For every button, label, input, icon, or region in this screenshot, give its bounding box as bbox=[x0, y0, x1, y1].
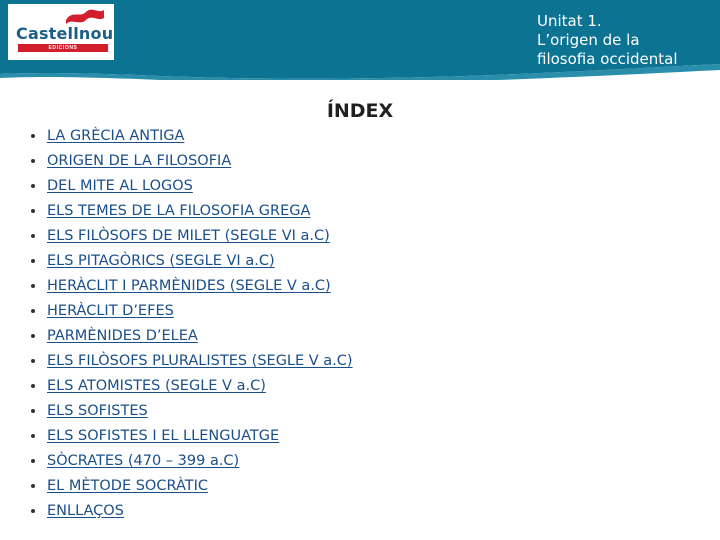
toc-item bbox=[28, 124, 353, 149]
bullet-icon bbox=[31, 409, 35, 413]
toc-link[interactable]: ELS FILÒSOFS PLURALISTES (SEGLE V a.C) bbox=[47, 353, 353, 369]
bullet-icon bbox=[31, 434, 35, 438]
bullet-icon bbox=[31, 509, 35, 513]
bullet-icon bbox=[31, 459, 35, 463]
header-band bbox=[0, 0, 720, 80]
toc-item bbox=[28, 274, 353, 299]
toc-item bbox=[28, 249, 353, 274]
toc-item bbox=[28, 399, 353, 424]
table-of-contents bbox=[28, 124, 353, 524]
bullet-icon bbox=[31, 159, 35, 163]
logo-subtitle: EDICIONS bbox=[18, 44, 108, 52]
toc-link[interactable]: PARMÈNIDES D’ELEA bbox=[47, 328, 198, 344]
unit-title-line-3: filosofia occidental bbox=[537, 50, 678, 68]
unit-title bbox=[537, 12, 678, 69]
bullet-icon bbox=[31, 209, 35, 213]
toc-item bbox=[28, 149, 353, 174]
toc-link[interactable]: ELS SOFISTES I EL LLENGUATGE bbox=[47, 428, 280, 444]
toc-item bbox=[28, 199, 353, 224]
toc-item bbox=[28, 499, 353, 524]
flag-icon bbox=[64, 6, 106, 24]
toc-item bbox=[28, 349, 353, 374]
bullet-icon bbox=[31, 359, 35, 363]
toc-link[interactable]: SÒCRATES (470 – 399 a.C) bbox=[47, 453, 240, 469]
bullet-icon bbox=[31, 384, 35, 388]
toc-item bbox=[28, 449, 353, 474]
toc-link[interactable]: DEL MITE AL LOGOS bbox=[47, 178, 193, 194]
toc-item bbox=[28, 324, 353, 349]
unit-title-line-1: Unitat 1. bbox=[537, 12, 602, 30]
unit-title-line-2: L’origen de la bbox=[537, 31, 640, 49]
bullet-icon bbox=[31, 284, 35, 288]
bullet-icon bbox=[31, 234, 35, 238]
toc-item bbox=[28, 374, 353, 399]
toc-link[interactable]: HERÀCLIT I PARMÈNIDES (SEGLE V a.C) bbox=[47, 278, 331, 294]
bullet-icon bbox=[31, 309, 35, 313]
bullet-icon bbox=[31, 334, 35, 338]
toc-link[interactable]: LA GRÈCIA ANTIGA bbox=[47, 128, 185, 144]
bullet-icon bbox=[31, 484, 35, 488]
toc-link[interactable]: ELS FILÒSOFS DE MILET (SEGLE VI a.C) bbox=[47, 228, 330, 244]
toc-item bbox=[28, 299, 353, 324]
toc-link[interactable]: HERÀCLIT D’EFES bbox=[47, 303, 174, 319]
toc-item bbox=[28, 424, 353, 449]
toc-link[interactable]: ORIGEN DE LA FILOSOFIA bbox=[47, 153, 232, 169]
toc-item bbox=[28, 224, 353, 249]
toc-link[interactable]: ENLLAÇOS bbox=[47, 503, 124, 519]
toc-link[interactable]: ELS ATOMISTES (SEGLE V a.C) bbox=[47, 378, 266, 394]
bullet-icon bbox=[31, 134, 35, 138]
toc-link[interactable]: ELS SOFISTES bbox=[47, 403, 148, 419]
toc-item bbox=[28, 174, 353, 199]
bullet-icon bbox=[31, 259, 35, 263]
bullet-icon bbox=[31, 184, 35, 188]
toc-link[interactable]: EL MÈTODE SOCRÀTIC bbox=[47, 478, 209, 494]
index-heading: ÍNDEX bbox=[326, 100, 394, 122]
publisher-logo bbox=[8, 4, 114, 60]
toc-link[interactable]: ELS PITAGÒRICS (SEGLE VI a.C) bbox=[47, 253, 275, 269]
toc-item bbox=[28, 474, 353, 499]
logo-name: Castellnou bbox=[16, 24, 114, 43]
toc-link[interactable]: ELS TEMES DE LA FILOSOFIA GREGA bbox=[47, 203, 311, 219]
